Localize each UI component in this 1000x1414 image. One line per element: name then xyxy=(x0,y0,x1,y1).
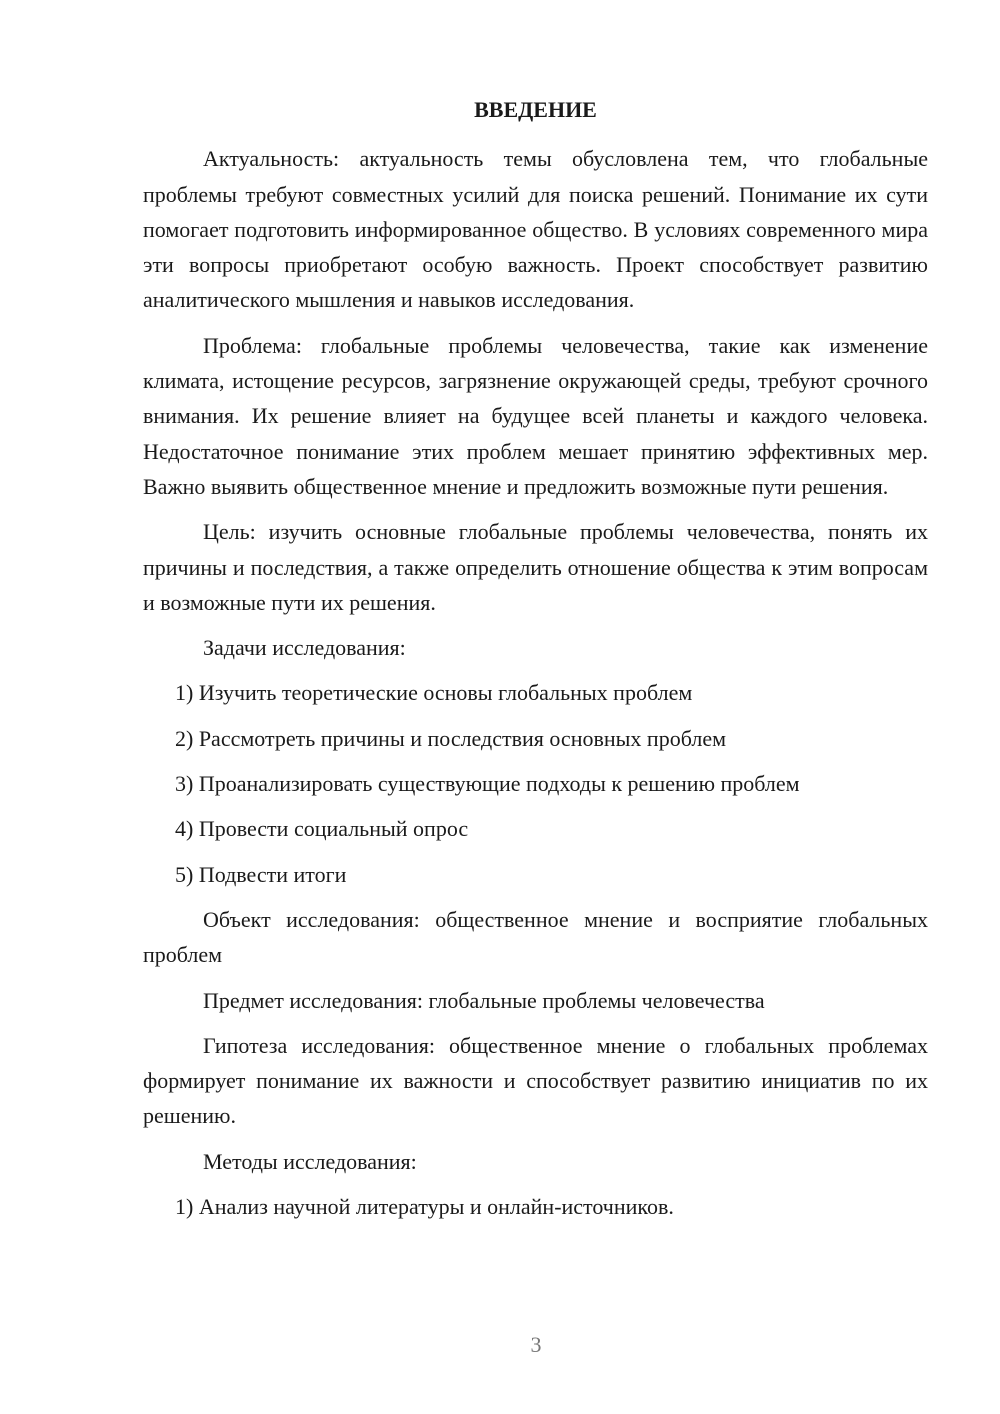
problem-paragraph: Проблема: глобальные проблемы человечества, такие как изменение климата, истощение ресурсов, загрязнение окружающей среды, требуют срочного внимания. Их решение влияет на будущее всей планеты и каждого человека. Недостаточное понимание этих проблем мешает принятию эффективных мер. Важно выявить общественное мнение и предложить возможные пути решения. xyxy=(143,332,928,499)
hypothesis-paragraph: Гипотеза исследования: общественное мнение о глобальных проблемах формирует понимание их важности и способствует развитию инициатив по их решению. xyxy=(143,1032,928,1129)
method-item: 1) Анализ научной литературы и онлайн-источников. xyxy=(175,1194,674,1220)
methods-heading: Методы исследования: xyxy=(203,1148,417,1174)
page-content xyxy=(143,92,928,1234)
task-item: 2) Рассмотреть причины и последствия основных проблем xyxy=(175,725,726,751)
task-item: 1) Изучить теоретические основы глобальных проблем xyxy=(175,680,693,706)
goal-paragraph: Цель: изучить основные глобальные проблемы человечества, понять их причины и последствия, а также определить отношение общества к этим вопросам и возможные пути их решения. xyxy=(143,519,928,615)
task-item: 4) Провести социальный опрос xyxy=(175,816,469,842)
section-heading: ВВЕДЕНИЕ xyxy=(474,97,597,122)
task-item: 3) Проанализировать существующие подходы к решению проблем xyxy=(175,771,800,797)
object-paragraph: Объект исследования: общественное мнение и восприятие глобальных проблем xyxy=(143,906,928,968)
task-item: 5) Подвести итоги xyxy=(175,861,347,887)
page-number: 3 xyxy=(530,1332,542,1357)
tasks-heading: Задачи исследования: xyxy=(203,635,406,661)
subject-paragraph: Предмет исследования: глобальные проблемы человечества xyxy=(203,987,765,1013)
relevance-paragraph: Актуальность: актуальность темы обусловлена тем, что глобальные проблемы требуют совместных усилий для поиска решений. Понимание их сути помогает подготовить информированное общество. В условиях современного мира эти вопросы приобретают особую важность. Проект способствует развитию аналитического мышления и навыков исследования. xyxy=(143,146,928,313)
